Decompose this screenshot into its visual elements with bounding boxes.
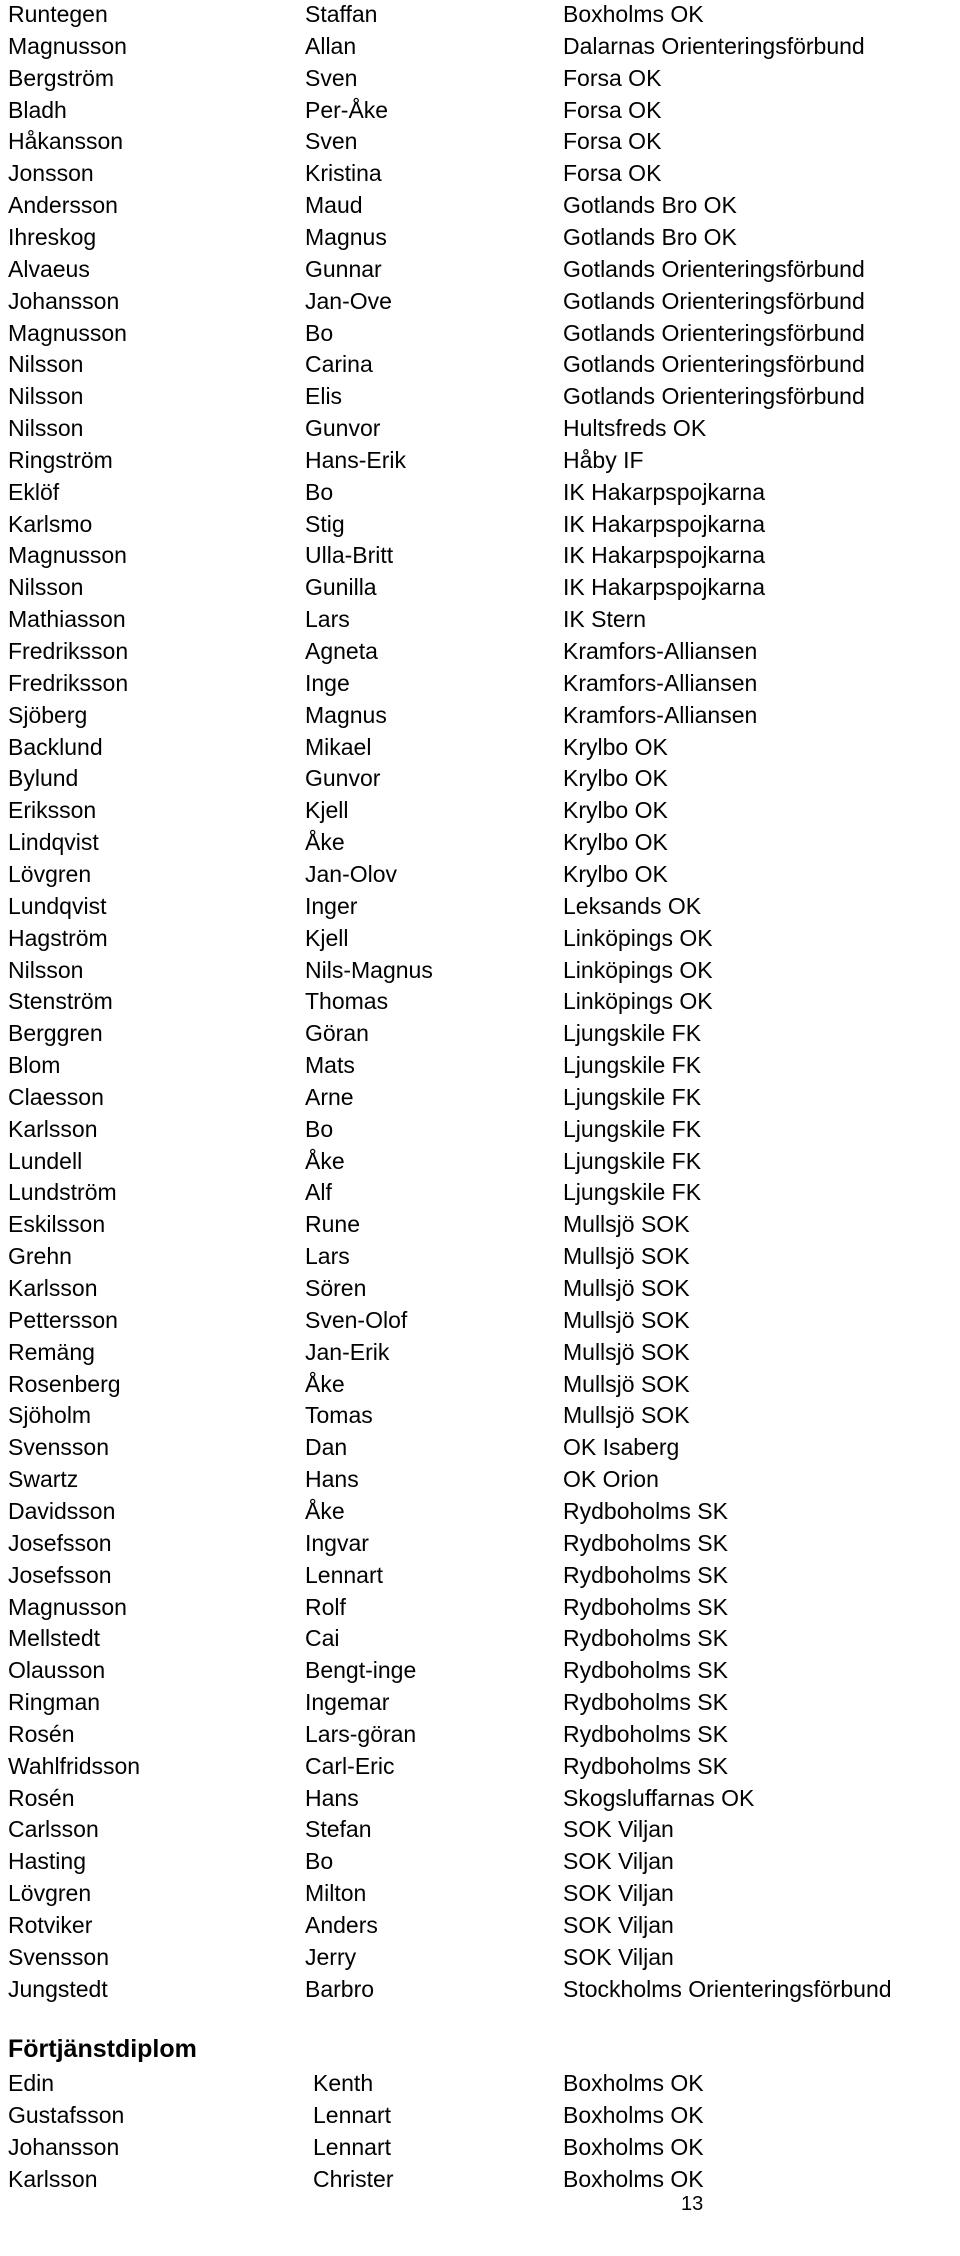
table-row: [8, 30, 958, 62]
first-name: Jan-Olov: [305, 860, 398, 887]
surname: Lindqvist: [8, 829, 99, 856]
surname: Lundström: [8, 1179, 117, 1206]
club: Forsa OK: [563, 160, 662, 187]
club: IK Hakarpspojkarna: [563, 478, 765, 505]
surname: Hasting: [8, 1848, 86, 1875]
club: OK Orion: [563, 1466, 659, 1493]
club: Håby IF: [563, 446, 644, 473]
first-name: Ingemar: [305, 1689, 390, 1716]
surname: Mathiasson: [8, 606, 126, 633]
club: Mullsjö SOK: [563, 1402, 690, 1429]
surname: Lövgren: [8, 860, 92, 887]
club: Mullsjö SOK: [563, 1275, 690, 1301]
club: OK Isaberg: [563, 1434, 680, 1461]
first-name: Mats: [305, 1052, 355, 1079]
table-row: [8, 125, 958, 157]
first-name: Carina: [305, 351, 373, 378]
first-name: Åke: [305, 829, 345, 856]
club: Linköpings OK: [563, 956, 713, 983]
surname: Johansson: [8, 2133, 120, 2160]
first-name: Hans: [305, 1466, 359, 1493]
surname: Swartz: [8, 1466, 79, 1493]
club: Boxholms OK: [563, 1, 704, 27]
table-row: [8, 1017, 958, 1049]
surname: Magnusson: [8, 1593, 127, 1620]
first-name: Jerry: [305, 1943, 357, 1970]
table-row: [8, 1718, 958, 1750]
table-row: [8, 667, 958, 699]
first-name: Åke: [305, 1147, 345, 1174]
club: Gotlands Orienteringsförbund: [563, 319, 865, 346]
table-row: [8, 826, 958, 858]
club: Mullsjö SOK: [563, 1243, 690, 1270]
surname: Olausson: [8, 1657, 106, 1684]
table-row: [8, 94, 958, 126]
first-name: Christer: [313, 2165, 394, 2192]
club: Boxholms OK: [563, 2133, 704, 2160]
table-row: [8, 2163, 958, 2195]
club: Gotlands Orienteringsförbund: [563, 351, 865, 378]
surname: Bladh: [8, 96, 67, 123]
section-heading-fortjanstdiplom: Förtjänstdiplom: [8, 2035, 197, 2063]
club: Leksands OK: [563, 892, 702, 919]
surname: Håkansson: [8, 128, 124, 155]
first-name: Bo: [305, 1115, 334, 1142]
table-row: [8, 1368, 958, 1400]
first-name: Elis: [305, 383, 343, 410]
table-row: [8, 539, 958, 571]
club: Mullsjö SOK: [563, 1306, 690, 1333]
surname: Jonsson: [8, 160, 94, 187]
surname: Sjöholm: [8, 1402, 92, 1429]
table-row: [8, 253, 958, 285]
surname: Karlsson: [8, 1115, 98, 1142]
first-name: Arne: [305, 1083, 354, 1110]
table-row: [8, 1304, 958, 1336]
page-number: 13: [681, 2193, 704, 2215]
surname: Magnusson: [8, 32, 127, 59]
surname: Alvaeus: [8, 255, 90, 282]
table-row: [8, 635, 958, 667]
club: Forsa OK: [563, 128, 662, 155]
first-name: Åke: [305, 1497, 345, 1524]
table-row: [8, 1782, 958, 1814]
club: Ljungskile FK: [563, 1179, 702, 1206]
first-name: Kjell: [305, 924, 349, 951]
club: Ljungskile FK: [563, 1147, 702, 1174]
table-row: [8, 1431, 958, 1463]
surname: Edin: [8, 2070, 55, 2096]
surname: Remäng: [8, 1338, 95, 1365]
table-row: [8, 985, 958, 1017]
table-row: [8, 731, 958, 763]
first-name: Jan-Ove: [305, 287, 392, 314]
club: Krylbo OK: [563, 860, 668, 887]
first-name: Sven: [305, 64, 358, 91]
surname: Nilsson: [8, 351, 84, 378]
first-name: Maud: [305, 192, 363, 219]
table-row: [8, 571, 958, 603]
club: Ljungskile FK: [563, 1052, 702, 1079]
table-row: [8, 954, 958, 986]
club: IK Hakarpspojkarna: [563, 542, 765, 569]
surname: Carlsson: [8, 1816, 99, 1843]
table-row: [8, 1877, 958, 1909]
first-name: Rune: [305, 1211, 360, 1238]
surname: Mellstedt: [8, 1625, 101, 1652]
table-row: [8, 1463, 958, 1495]
club: Mullsjö SOK: [563, 1370, 690, 1397]
first-name: Lennart: [313, 2133, 392, 2160]
table-row: [8, 1845, 958, 1877]
surname: Davidsson: [8, 1497, 116, 1524]
first-name: Mikael: [305, 733, 372, 760]
first-name: Cai: [305, 1625, 340, 1652]
table-row: [8, 1081, 958, 1113]
first-name: Gunilla: [305, 574, 377, 601]
club: Gotlands Bro OK: [563, 192, 737, 219]
surname: Rosén: [8, 1784, 75, 1811]
table-row: [8, 0, 958, 30]
table-row: [8, 603, 958, 635]
club: Gotlands Bro OK: [563, 223, 737, 250]
table-row: [8, 1622, 958, 1654]
table-row: [8, 476, 958, 508]
first-name: Hans-Erik: [305, 446, 406, 473]
club: Mullsjö SOK: [563, 1338, 690, 1365]
club: Kramfors-Alliansen: [563, 701, 758, 728]
table-row: [8, 890, 958, 922]
surname: Karlsmo: [8, 510, 93, 537]
first-name: Agneta: [305, 638, 378, 664]
table-row: [8, 1113, 958, 1145]
surname: Magnusson: [8, 319, 127, 346]
surname: Bylund: [8, 765, 79, 792]
surname: Rosenberg: [8, 1370, 121, 1397]
club: Rydboholms SK: [563, 1752, 728, 1779]
club: Krylbo OK: [563, 765, 668, 792]
first-name: Dan: [305, 1434, 348, 1461]
first-name: Bengt-inge: [305, 1657, 417, 1684]
surname: Magnusson: [8, 542, 127, 569]
surname: Lundell: [8, 1147, 83, 1174]
club: Linköpings OK: [563, 988, 713, 1015]
surname: Rotviker: [8, 1912, 93, 1938]
first-name: Staffan: [305, 1, 378, 27]
club: Rydboholms SK: [563, 1497, 728, 1524]
table-row: [8, 922, 958, 954]
first-name: Anders: [305, 1912, 378, 1938]
surname: Nilsson: [8, 415, 84, 442]
first-name: Stefan: [305, 1816, 372, 1843]
surname: Eklöf: [8, 478, 60, 505]
surname: Bergström: [8, 64, 115, 91]
club: Rydboholms SK: [563, 1657, 728, 1684]
table-row: [8, 2131, 958, 2163]
first-name: Bo: [305, 1848, 334, 1875]
table-row: [8, 858, 958, 890]
club: Dalarnas Orienteringsförbund: [563, 32, 865, 59]
first-name: Magnus: [305, 701, 387, 728]
table-row: [8, 1654, 958, 1686]
surname: Nilsson: [8, 574, 84, 601]
first-name: Nils-Magnus: [305, 956, 433, 983]
club: Rydboholms SK: [563, 1625, 728, 1652]
first-name: Magnus: [305, 223, 387, 250]
surname: Backlund: [8, 733, 103, 760]
table-row: [8, 1527, 958, 1559]
first-name: Lennart: [313, 2101, 392, 2128]
surname: Stenström: [8, 988, 113, 1015]
surname: Fredriksson: [8, 669, 129, 696]
surname: Sjöberg: [8, 701, 88, 728]
table-row: [8, 1686, 958, 1718]
table-row: [8, 1813, 958, 1845]
first-name: Hans: [305, 1784, 359, 1811]
table-row: [8, 157, 958, 189]
table-row: [8, 189, 958, 221]
first-name: Tomas: [305, 1402, 373, 1429]
club: IK Stern: [563, 606, 647, 633]
first-name: Jan-Erik: [305, 1338, 390, 1365]
first-name: Per-Åke: [305, 96, 389, 123]
table-row: [8, 794, 958, 826]
first-name: Alf: [305, 1179, 332, 1206]
surname: Berggren: [8, 1020, 103, 1047]
table-row: [8, 317, 958, 349]
table-row: [8, 1750, 958, 1782]
first-name: Barbro: [305, 1975, 375, 2002]
first-name: Lars-göran: [305, 1720, 417, 1747]
first-name: Åke: [305, 1370, 345, 1397]
first-name: Gunnar: [305, 255, 382, 282]
first-name: Sven-Olof: [305, 1306, 408, 1333]
club: Gotlands Orienteringsförbund: [563, 383, 865, 410]
first-name: Allan: [305, 32, 357, 59]
club: Ljungskile FK: [563, 1115, 702, 1142]
club: Kramfors-Alliansen: [563, 638, 758, 664]
club: Rydboholms SK: [563, 1529, 728, 1556]
surname: Johansson: [8, 287, 120, 314]
table-row: [8, 2067, 958, 2099]
table-row: [8, 699, 958, 731]
club: Krylbo OK: [563, 733, 668, 760]
first-name: Göran: [305, 1020, 369, 1047]
table-row: [8, 62, 958, 94]
first-name: Kenth: [313, 2070, 374, 2096]
surname: Nilsson: [8, 383, 84, 410]
surname: Karlsson: [8, 2165, 98, 2192]
table-row: [8, 380, 958, 412]
club: SOK Viljan: [563, 1943, 674, 1970]
surname: Rosén: [8, 1720, 75, 1747]
club: Stockholms Orienteringsförbund: [563, 1975, 892, 2002]
table-row: [8, 1909, 958, 1941]
club: Kramfors-Alliansen: [563, 669, 758, 696]
first-name: Gunvor: [305, 765, 381, 792]
first-name: Milton: [305, 1880, 367, 1907]
club: SOK Viljan: [563, 1880, 674, 1907]
table-row: [8, 444, 958, 476]
surname: Josefsson: [8, 1561, 112, 1588]
first-name: Kristina: [305, 160, 382, 187]
table-row: [8, 508, 958, 540]
club: Rydboholms SK: [563, 1689, 728, 1716]
first-name: Sören: [305, 1275, 367, 1301]
club: Ljungskile FK: [563, 1020, 702, 1047]
table-row: [8, 412, 958, 444]
table-row: [8, 1591, 958, 1623]
table-row: [8, 1399, 958, 1431]
surname: Gustafsson: [8, 2101, 125, 2128]
club: Gotlands Orienteringsförbund: [563, 255, 865, 282]
club: IK Hakarpspojkarna: [563, 510, 765, 537]
first-name: Lennart: [305, 1561, 384, 1588]
club: SOK Viljan: [563, 1912, 674, 1938]
club: Gotlands Orienteringsförbund: [563, 287, 865, 314]
table-row: [8, 1336, 958, 1368]
surname: Andersson: [8, 192, 118, 219]
club: Forsa OK: [563, 64, 662, 91]
surname: Claesson: [8, 1083, 104, 1110]
table-row: [8, 1559, 958, 1591]
club: Linköpings OK: [563, 924, 713, 951]
club: Krylbo OK: [563, 797, 668, 824]
surname: Svensson: [8, 1943, 110, 1970]
first-name: Rolf: [305, 1593, 346, 1620]
surname: Ringström: [8, 446, 113, 473]
surname: Pettersson: [8, 1306, 118, 1333]
table-row: [8, 221, 958, 253]
first-name: Stig: [305, 510, 345, 537]
club: Rydboholms SK: [563, 1593, 728, 1620]
first-name: Lars: [305, 606, 350, 633]
club: SOK Viljan: [563, 1848, 674, 1875]
surname: Karlsson: [8, 1275, 98, 1301]
club: Ljungskile FK: [563, 1083, 702, 1110]
surname: Ringman: [8, 1689, 101, 1716]
table-row: [8, 762, 958, 794]
first-name: Ulla-Britt: [305, 542, 394, 569]
first-name: Sven: [305, 128, 358, 155]
table-row: [8, 1272, 958, 1304]
club: Krylbo OK: [563, 829, 668, 856]
table-row: [8, 1941, 958, 1973]
table-row: [8, 1495, 958, 1527]
table-row: [8, 285, 958, 317]
table-row: [8, 1208, 958, 1240]
first-name: Bo: [305, 319, 334, 346]
table-row: [8, 1145, 958, 1177]
surname: Josefsson: [8, 1529, 112, 1556]
first-name: Inge: [305, 669, 350, 696]
surname: Lövgren: [8, 1880, 92, 1907]
first-name: Thomas: [305, 988, 389, 1015]
surname: Blom: [8, 1052, 61, 1079]
surname: Hagström: [8, 924, 108, 951]
first-name: Bo: [305, 478, 334, 505]
table-row: [8, 2099, 958, 2131]
surname: Grehn: [8, 1243, 72, 1270]
club: Rydboholms SK: [563, 1720, 728, 1747]
first-name: Inger: [305, 892, 358, 919]
table-row: [8, 348, 958, 380]
surname: Nilsson: [8, 956, 84, 983]
first-name: Kjell: [305, 797, 349, 824]
surname: Eskilsson: [8, 1211, 106, 1238]
table-row: [8, 1176, 958, 1208]
surname: Wahlfridsson: [8, 1752, 141, 1779]
club: Forsa OK: [563, 96, 662, 123]
club: IK Hakarpspojkarna: [563, 574, 765, 601]
club: Skogsluffarnas OK: [563, 1784, 755, 1811]
first-name: Carl-Eric: [305, 1752, 395, 1779]
surname: Lundqvist: [8, 892, 107, 919]
surname: Ihreskog: [8, 223, 97, 250]
surname: Runtegen: [8, 1, 108, 27]
surname: Fredriksson: [8, 638, 129, 664]
club: Rydboholms SK: [563, 1561, 728, 1588]
table-row: [8, 1049, 958, 1081]
surname: Eriksson: [8, 797, 97, 824]
first-name: Lars: [305, 1243, 350, 1270]
club: Hultsfreds OK: [563, 415, 707, 442]
club: Boxholms OK: [563, 2165, 704, 2192]
first-name: Ingvar: [305, 1529, 369, 1556]
surname: Svensson: [8, 1434, 110, 1461]
surname: Jungstedt: [8, 1975, 108, 2002]
club: Boxholms OK: [563, 2070, 704, 2096]
table-row: [8, 1973, 958, 2005]
first-name: Gunvor: [305, 415, 381, 442]
club: SOK Viljan: [563, 1816, 674, 1843]
table-row: [8, 1240, 958, 1272]
club: Boxholms OK: [563, 2101, 704, 2128]
club: Mullsjö SOK: [563, 1211, 690, 1238]
